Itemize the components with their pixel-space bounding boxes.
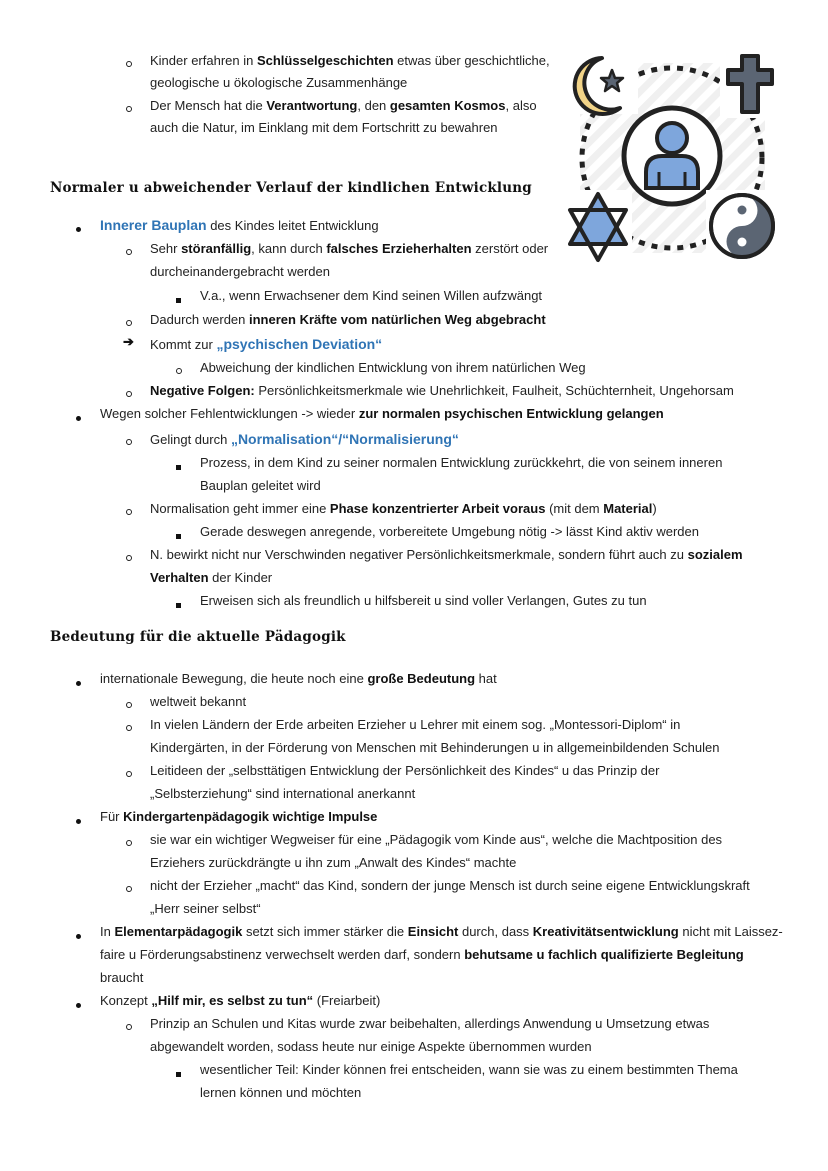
text-span: internationale Bewegung, die heute noch eine bbox=[100, 671, 368, 686]
text-span: ) bbox=[652, 501, 657, 516]
bold-term: Elementarpädagogik bbox=[114, 924, 243, 939]
text-span: Prozess, in dem Kind zu seiner normalen Entwicklung zurückkehrt, die von seinem inneren bbox=[200, 455, 723, 470]
bullet-circle-icon bbox=[126, 697, 132, 711]
bullet-circle-icon bbox=[126, 720, 132, 734]
bold-term: Negative Folgen: bbox=[150, 383, 255, 398]
bullet-dot-icon bbox=[76, 410, 81, 424]
text-span: setzt sich immer stärker die bbox=[242, 924, 408, 939]
text-line bbox=[150, 335, 382, 354]
text-span: Konzept bbox=[100, 993, 152, 1008]
text-span: Abweichung der kindlichen Entwicklung von ihrem natürlichen Weg bbox=[200, 360, 586, 375]
text-span: Erziehers zurückdrängte u ihn zum „Anwalt des Kindes“ machte bbox=[150, 855, 517, 870]
text-span: N. bewirkt nicht nur Verschwinden negativer Persönlichkeitsmerkmale, sondern führt auch zu bbox=[150, 547, 688, 562]
text-span: „Herr seiner selbst“ bbox=[150, 901, 261, 916]
text-line bbox=[100, 992, 380, 1010]
bullet-circle-icon bbox=[126, 244, 132, 258]
text-line bbox=[200, 359, 586, 377]
text-line bbox=[150, 382, 734, 400]
text-span: Sehr bbox=[150, 241, 182, 256]
bullet-circle-icon bbox=[126, 434, 132, 448]
bold-term: störanfällig bbox=[181, 241, 252, 256]
bullet-dot-icon bbox=[76, 997, 81, 1011]
text-span: Kommt zur bbox=[150, 337, 217, 352]
arrow-right-icon: ➔ bbox=[123, 334, 134, 349]
text-span: V.a., wenn Erwachsener dem Kind seinen Willen aufzwängt bbox=[200, 288, 543, 303]
bullet-circle-icon bbox=[126, 1019, 132, 1033]
text-span: sie war ein wichtiger Wegweiser für eine „Pädagogik vom Kinde aus“, welche die Machtposition des bbox=[150, 832, 723, 847]
text-span: der Kinder bbox=[208, 570, 273, 585]
highlight-term: „Normalisation“/“Normalisierung“ bbox=[230, 431, 459, 447]
text-line bbox=[150, 97, 537, 115]
text-line bbox=[150, 831, 722, 849]
text-line bbox=[150, 762, 659, 780]
text-line bbox=[150, 1015, 709, 1033]
text-span: abgewandelt worden, sodass heute nur einige Aspekte übernommen wurden bbox=[150, 1039, 592, 1054]
text-line bbox=[200, 287, 542, 305]
text-span: Normalisation geht immer eine bbox=[150, 501, 330, 516]
bullet-square-icon bbox=[176, 459, 181, 473]
text-line bbox=[200, 592, 647, 610]
text-span: faire u Förderungsabstinenz verwechselt werden darf, sondern bbox=[100, 947, 465, 962]
text-line bbox=[150, 263, 330, 281]
text-span: Leitideen der „selbsttätigen Entwicklung der Persönlichkeit des Kindes“ u das Prinzip der bbox=[150, 763, 660, 778]
bullet-circle-icon bbox=[126, 386, 132, 400]
moon-star-icon bbox=[568, 52, 638, 114]
text-line bbox=[200, 477, 321, 495]
bold-term: Schlüsselgeschichten bbox=[256, 53, 394, 68]
bold-term: gesamten Kosmos bbox=[389, 98, 506, 113]
text-span: Gerade deswegen anregende, vorbereitete Umgebung nötig -> lässt Kind aktiv werden bbox=[200, 524, 700, 539]
text-line bbox=[150, 52, 550, 70]
text-line bbox=[150, 854, 516, 872]
text-line bbox=[200, 454, 722, 472]
text-span: , den bbox=[357, 98, 390, 113]
text-span: Dadurch werden bbox=[150, 312, 249, 327]
bold-term: sozialem bbox=[687, 547, 743, 562]
bullet-circle-icon bbox=[126, 315, 132, 329]
text-span: braucht bbox=[100, 970, 144, 985]
bullet-square-icon bbox=[176, 292, 181, 306]
text-span: lernen können und möchten bbox=[200, 1085, 362, 1100]
text-span: Der Mensch hat die bbox=[150, 98, 267, 113]
text-span: zerstört oder bbox=[471, 241, 549, 256]
highlight-term: „psychischen Deviation“ bbox=[216, 336, 383, 352]
text-line bbox=[150, 546, 743, 564]
bold-term: Verantwortung bbox=[266, 98, 358, 113]
section-heading: Normaler u abweichender Verlauf der kindlichen Entwicklung bbox=[50, 180, 532, 196]
bullet-square-icon bbox=[176, 528, 181, 542]
text-span: Prinzip an Schulen und Kitas wurde zwar beibehalten, allerdings Anwendung u Umsetzung etwas bbox=[150, 1016, 710, 1031]
text-line bbox=[150, 900, 261, 918]
person-icon bbox=[624, 108, 720, 204]
bullet-dot-icon bbox=[76, 221, 81, 235]
text-line bbox=[100, 216, 379, 235]
text-line bbox=[100, 969, 143, 987]
bold-term: behutsame u fachlich qualifizierte Begleitung bbox=[464, 947, 744, 962]
text-line bbox=[100, 808, 377, 826]
text-line bbox=[150, 74, 407, 92]
yin-yang-icon bbox=[706, 190, 778, 262]
text-span: geologische u ökologische Zusammenhänge bbox=[150, 75, 408, 90]
bullet-dot-icon bbox=[76, 675, 81, 689]
bold-term: Verhalten bbox=[150, 570, 209, 585]
bullet-square-icon bbox=[176, 597, 181, 611]
bullet-circle-icon bbox=[126, 504, 132, 518]
bullet-circle-icon bbox=[126, 101, 132, 115]
highlight-term: Innerer Bauplan bbox=[100, 217, 207, 233]
bold-term: „Hilf mir, es selbst zu tun“ bbox=[151, 993, 314, 1008]
text-span: nicht mit Laissez- bbox=[678, 924, 783, 939]
text-line bbox=[150, 569, 272, 587]
bold-term: Material bbox=[603, 501, 653, 516]
text-span: Wegen solcher Fehlentwicklungen -> wieder bbox=[100, 406, 359, 421]
bullet-circle-icon bbox=[176, 363, 182, 377]
text-span: hat bbox=[475, 671, 497, 686]
text-span: etwas über geschichtliche, bbox=[393, 53, 550, 68]
text-span: Kindergärten, in der Förderung von Menschen mit Behinderungen u in allgemeinbildenden Schulen bbox=[150, 740, 720, 755]
text-span: (mit dem bbox=[545, 501, 604, 516]
bold-term: Kindergartenpädagogik wichtige Impulse bbox=[123, 809, 378, 824]
text-span: , also bbox=[505, 98, 537, 113]
bullet-circle-icon bbox=[126, 56, 132, 70]
religions-illustration bbox=[560, 48, 782, 268]
text-span: durcheinandergebracht werden bbox=[150, 264, 330, 279]
text-line bbox=[150, 1038, 592, 1056]
bullet-circle-icon bbox=[126, 766, 132, 780]
text-line bbox=[150, 240, 548, 258]
bullet-circle-icon bbox=[126, 550, 132, 564]
text-span: Für bbox=[100, 809, 124, 824]
text-line bbox=[200, 1061, 738, 1079]
bold-term: Kreativitätsentwicklung bbox=[532, 924, 679, 939]
text-span: In bbox=[100, 924, 115, 939]
bold-term: große Bedeutung bbox=[367, 671, 476, 686]
text-line bbox=[150, 716, 680, 734]
bold-term: Phase konzentrierter Arbeit voraus bbox=[329, 501, 546, 516]
text-span: Erweisen sich als freundlich u hilfsbereit u sind voller Verlangen, Gutes zu tun bbox=[200, 593, 647, 608]
text-span: In vielen Ländern der Erde arbeiten Erzieher u Lehrer mit einem sog. „Montessori-Diplom“ in bbox=[150, 717, 681, 732]
text-span: Kinder erfahren in bbox=[150, 53, 257, 68]
text-span: (Freiarbeit) bbox=[313, 993, 381, 1008]
text-span: „Selbsterziehung“ sind international anerkannt bbox=[150, 786, 416, 801]
text-span: durch, dass bbox=[458, 924, 533, 939]
bold-term: zur normalen psychischen Entwicklung gelangen bbox=[358, 406, 664, 421]
bullet-dot-icon bbox=[76, 928, 81, 942]
bullet-square-icon bbox=[176, 1066, 181, 1080]
cross-icon bbox=[720, 52, 780, 118]
text-line bbox=[150, 693, 246, 711]
text-span: Bauplan geleitet wird bbox=[200, 478, 321, 493]
text-line bbox=[200, 1084, 361, 1102]
bullet-circle-icon bbox=[126, 835, 132, 849]
text-line bbox=[150, 877, 750, 895]
text-line bbox=[100, 405, 664, 423]
text-span: des Kindes leitet Entwicklung bbox=[206, 218, 379, 233]
star-of-david-icon bbox=[564, 190, 632, 262]
bullet-circle-icon bbox=[126, 881, 132, 895]
text-line bbox=[150, 785, 415, 803]
text-span: auch die Natur, im Einklang mit dem Fortschritt zu bewahren bbox=[150, 120, 498, 135]
text-line bbox=[200, 523, 699, 541]
text-span: wesentlicher Teil: Kinder können frei entscheiden, wann sie was zu einem bestimmten Thema bbox=[200, 1062, 738, 1077]
text-span: , kann durch bbox=[251, 241, 327, 256]
text-span: Persönlichkeitsmerkmale wie Unehrlichkeit, Faulheit, Schüchternheit, Ungehorsam bbox=[254, 383, 734, 398]
text-line bbox=[150, 500, 657, 518]
text-line bbox=[150, 311, 546, 329]
bold-term: Einsicht bbox=[407, 924, 459, 939]
text-span: nicht der Erzieher „macht“ das Kind, sondern der junge Mensch ist durch seine eigene Entwicklungskraft bbox=[150, 878, 750, 893]
text-span: weltweit bekannt bbox=[150, 694, 247, 709]
text-line bbox=[100, 946, 744, 964]
bold-term: inneren Kräfte vom natürlichen Weg abgebracht bbox=[249, 312, 546, 327]
bold-term: falsches Erzieherhalten bbox=[326, 241, 472, 256]
text-span: Gelingt durch bbox=[150, 432, 231, 447]
text-line bbox=[150, 430, 459, 449]
section-heading: Bedeutung für die aktuelle Pädagogik bbox=[50, 629, 346, 645]
text-line bbox=[150, 119, 498, 137]
bullet-dot-icon bbox=[76, 813, 81, 827]
text-line bbox=[150, 739, 719, 757]
text-line bbox=[100, 670, 497, 688]
text-line bbox=[100, 923, 783, 941]
